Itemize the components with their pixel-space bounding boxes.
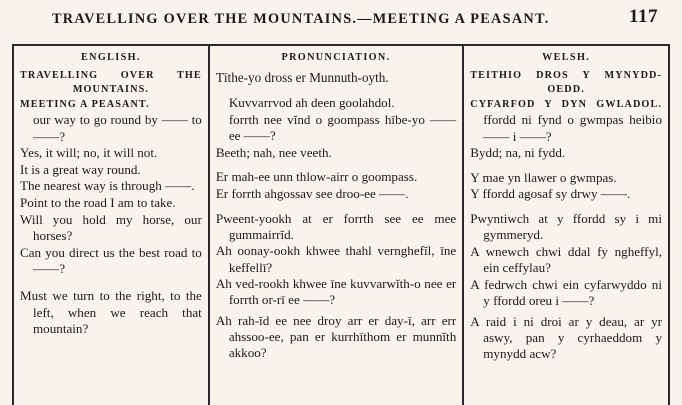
page-running-head [0,0,682,38]
pronunciation-phrase-6: Ah oonay-ookh khwee thahl vernghefĭl, īne keffellī? [215,243,457,275]
pronunciation-section-title: Tīthe-yo dross er Munnuth-oyth. [215,70,389,85]
english-phrase-2: Yes, it will; no, it will not. [20,145,158,161]
english-phrase-3: It is a great way round. [20,161,141,177]
pronunciation-phrase-7: Ah ved-rookh khwee īne kuvvarwĭth-o nee er forrth or-rī ee ——? [215,276,457,308]
pronunciation-phrase-8: Ah rah-ĭd ee nee droy arr er day-ī, arr err ahssoo-ee, pan er kurrhīthom er munnĭth akkoo? [215,313,457,361]
welsh-section-title-line3: CYFARFOD Y DYN GWLADOL. [470,98,662,110]
english-phrase-8: Must we turn to the right, to the left, when we reach that mountain? [20,288,202,336]
pronunciation-spacer-2 [216,161,456,169]
english-spacer [20,277,202,288]
page-title: TRAVELLING OVER THE MOUNTAINS.—MEETING A PEASANT. [52,10,550,27]
english-phrase-5: Point to the road I am to take. [20,195,176,211]
column-header-pronunciation: PRONUNCIATION. [281,52,391,63]
welsh-phrase-5: Pwyntiwch at y ffordd sy i mi gymmeryd. [470,211,662,243]
welsh-phrase-6: A wnewch chwi ddal fy ngheffyl, ein ceffylau? [470,243,662,276]
english-phrase-7: Can you direct us the best road to ——? [20,244,202,276]
pronunciation-phrase-3: Er mah-ee unn thlow-airr o goompass. [215,169,418,185]
welsh-section-title-line2: OEDD. [547,84,585,96]
column-welsh [462,46,668,405]
welsh-phrase-4: Y ffordd agosaf sy drwy ——. [470,186,631,202]
english-section-title-line1: TRAVELLING OVER THE [20,70,202,81]
english-section-title-line2: MOUNTAINS. [72,84,149,96]
column-header-english: ENGLISH. [81,52,141,63]
welsh-phrase-7: A fedrwch chwi ein cyfarwyddo ni y ffordd oreu i ——? [470,276,662,308]
welsh-phrase-2: Bydd; na, ni fydd. [470,145,566,161]
pronunciation-phrase-2: Beeth; nah, nee veeth. [215,144,332,160]
english-phrase-1: our way to go round by —— to ——? [33,112,202,144]
pronunciation-spacer-3 [216,203,456,211]
column-english [14,46,208,405]
column-header-welsh: WELSH. [542,52,591,63]
pronunciation-phrase-4: Er forrth ahgossav see droo-ee ——. [215,185,409,201]
pronunciation-phrase-1b: forrth nee vĭnd o goompass hībe-yo —— ee ——? [228,111,457,143]
welsh-section-title-line1: TEITHIO DROS Y MYNYDD- [470,70,662,81]
phrasebook-table [12,44,670,405]
english-phrase-4: The nearest way is through ——. [20,178,195,194]
welsh-spacer-1 [470,162,662,170]
page-number: 117 [629,6,658,27]
column-pronunciation [208,46,462,405]
welsh-spacer-2 [470,203,662,211]
pronunciation-spacer-1 [216,87,456,95]
welsh-phrase-3: Y mae yn llawer o gwmpas. [470,169,617,185]
welsh-phrase-1: ffordd ni fynd o gwmpas heibio —— i ——? [483,112,662,144]
english-phrase-6: Will you hold my horse, our horses? [20,211,202,243]
pronunciation-phrase-1a: Kuvvarrvod ah deen goolahdol. [228,95,395,111]
pronunciation-phrase-5: Pweent-yookh at er forrth see ee mee gummairrĭd. [215,210,457,242]
english-section-title-line3: MEETING A PEASANT. [20,98,150,110]
welsh-phrase-8: A raid i ni droi ar y deau, ar yr aswy, pan y cyrhaeddom y mynydd acw? [470,313,662,361]
